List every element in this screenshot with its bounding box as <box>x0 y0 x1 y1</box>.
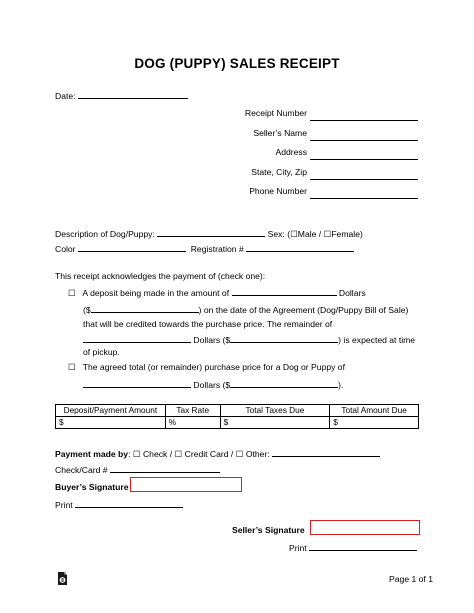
female-label: Female) <box>331 229 363 239</box>
buyer-print-row <box>55 498 183 511</box>
payment-method-row <box>55 447 380 460</box>
sex-label: Sex: ( <box>267 229 291 239</box>
payment-table <box>55 404 419 429</box>
ack-text: ). <box>338 380 344 390</box>
total-taxes-cell[interactable]: $ <box>220 417 330 429</box>
ack-text: ) is expected at time <box>338 335 416 345</box>
table-header-tax-rate: Tax Rate <box>165 405 220 417</box>
buyer-print-label: Print <box>55 500 73 510</box>
female-checkbox[interactable]: ☐ <box>323 229 332 239</box>
ack-text: ) on the date of the Agreement (Dog/Puppy Bill of Sale) <box>198 305 409 315</box>
check-card-row <box>55 463 220 476</box>
check-label: Check / <box>142 449 173 459</box>
ack-option-1-line-3: that will be credited towards the purchase price. The remainder of <box>83 319 333 329</box>
eforms-logo-icon <box>57 572 68 585</box>
phone-number-field[interactable] <box>310 189 418 199</box>
male-checkbox[interactable]: ☐ <box>290 229 298 239</box>
date-row <box>55 89 188 102</box>
ack-intro: This receipt acknowledges the payment of (check one): <box>55 271 266 281</box>
address-field[interactable] <box>310 150 418 160</box>
tax-rate-cell[interactable]: % <box>165 417 220 429</box>
description-row <box>55 227 363 240</box>
buyer-signature-label: Buyer’s Signature <box>55 482 129 492</box>
ack-option-1-line-4 <box>83 333 415 346</box>
sellers-name-label: Seller’s Name <box>253 128 307 138</box>
remainder-words-field[interactable] <box>83 333 191 343</box>
ack-option-2-line-1 <box>68 362 345 373</box>
registration-label: Registration # <box>190 244 244 254</box>
seller-print-label: Print <box>289 543 307 553</box>
date-label: Date: <box>55 91 76 101</box>
total-price-checkbox[interactable]: ☐ <box>68 362 76 372</box>
address-label: Address <box>275 147 307 157</box>
male-label: Male / <box>297 229 322 239</box>
state-city-zip-field[interactable] <box>310 170 418 180</box>
color-label: Color <box>55 244 76 254</box>
seller-print-row <box>289 541 417 554</box>
check-card-field[interactable] <box>110 463 220 473</box>
deposit-amount-field[interactable] <box>91 303 199 313</box>
phone-number-label: Phone Number <box>249 186 307 196</box>
ack-text: Dollars ($ <box>193 335 231 345</box>
table-header-row <box>56 405 419 417</box>
state-city-zip-label: State, City, Zip <box>251 167 307 177</box>
description-label: Description of Dog/Puppy: <box>55 229 155 239</box>
ack-text: Dollars ($ <box>193 380 231 390</box>
total-price-words-field[interactable] <box>83 378 191 388</box>
table-row <box>56 417 419 429</box>
seller-print-field[interactable] <box>309 541 417 551</box>
registration-field[interactable] <box>246 242 354 252</box>
credit-card-checkbox[interactable]: ☐ <box>174 449 183 459</box>
buyer-signature-box[interactable] <box>130 477 242 492</box>
color-field[interactable] <box>78 242 186 252</box>
deposit-amount-cell[interactable]: $ <box>56 417 166 429</box>
ack-option-1-line-1 <box>68 286 366 299</box>
payment-colon: : <box>128 449 131 459</box>
ack-option-2-line-2 <box>83 378 343 391</box>
receipt-number-label: Receipt Number <box>244 108 307 118</box>
check-card-label: Check/Card # <box>55 465 108 475</box>
check-checkbox[interactable]: ☐ <box>132 449 141 459</box>
total-price-amount-field[interactable] <box>230 378 338 388</box>
deposit-amount-words-field[interactable] <box>232 286 337 296</box>
other-payment-field[interactable] <box>272 447 380 457</box>
page-number: Page 1 of 1 <box>389 574 433 584</box>
remainder-amount-field[interactable] <box>230 333 338 343</box>
sellers-name-field[interactable] <box>310 131 418 141</box>
date-field[interactable] <box>78 89 188 99</box>
ack-text: ($ <box>83 305 91 315</box>
table-header-total-amount: Total Amount Due <box>330 405 419 417</box>
other-label: Other: <box>245 449 270 459</box>
seller-signature-box[interactable] <box>310 520 420 535</box>
ack-text: Dollars <box>338 288 366 298</box>
credit-card-label: Credit Card / <box>184 449 234 459</box>
buyer-print-field[interactable] <box>75 498 183 508</box>
table-header-deposit: Deposit/Payment Amount <box>56 405 166 417</box>
seller-signature-label: Seller’s Signature <box>232 525 305 535</box>
ack-text: The agreed total (or remainder) purchase price for a Dog or Puppy of <box>82 362 345 372</box>
description-field[interactable] <box>157 227 265 237</box>
document-title: DOG (PUPPY) SALES RECEIPT <box>134 56 340 71</box>
table-header-total-taxes: Total Taxes Due <box>220 405 330 417</box>
ack-option-1-line-2 <box>83 303 408 316</box>
ack-text: A deposit being made in the amount of <box>82 288 230 298</box>
deposit-checkbox[interactable]: ☐ <box>68 288 76 298</box>
payment-made-by-label: Payment made by <box>55 449 129 459</box>
total-amount-cell[interactable]: $ <box>330 417 419 429</box>
color-row <box>55 242 354 255</box>
receipt-number-field[interactable] <box>310 111 418 121</box>
ack-option-1-line-5: of pickup. <box>83 347 120 357</box>
other-checkbox[interactable]: ☐ <box>235 449 244 459</box>
